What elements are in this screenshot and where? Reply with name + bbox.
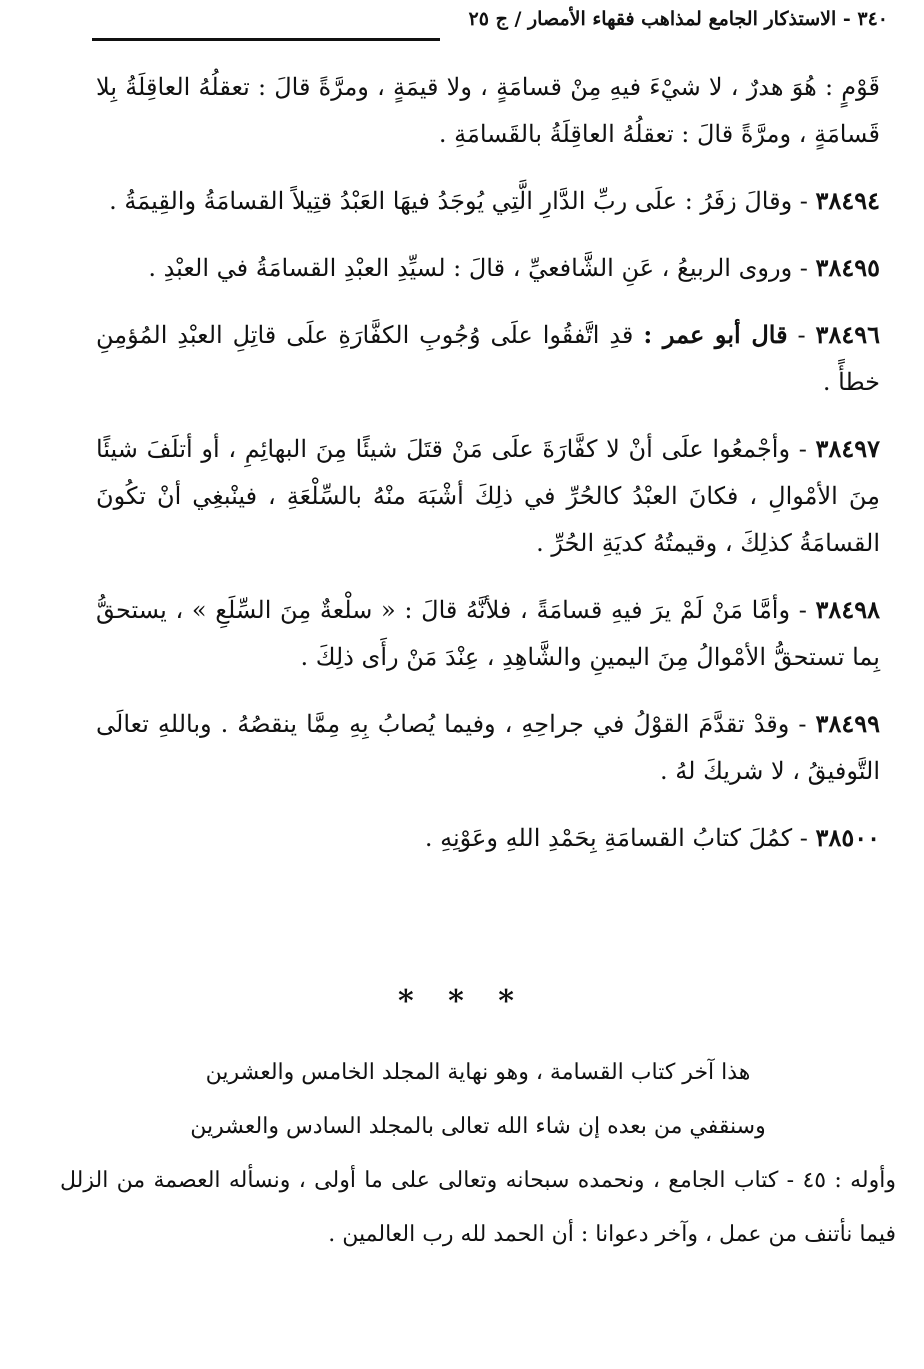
number-dash: -	[792, 254, 808, 282]
paragraph-text: قدِ اتَّفقُوا علَى وُجُوبِ الكفَّارَةِ علَى قاتِلِ العبْدِ المُؤمِنِ خطأً .	[96, 321, 880, 396]
number-dash: -	[790, 435, 807, 463]
page-header	[468, 8, 888, 30]
section-separator: * * *	[398, 984, 526, 1019]
paragraph-number: ٣٨٤٩٧	[815, 434, 880, 463]
paragraph-text: وقالَ زفَرُ : علَى ربِّ الدَّارِ الَّتِي يُوجَدُ فيهَا العَبْدُ قتِيلاً القسامَةُ والقِيمَةُ .	[109, 187, 793, 215]
page-number: ٣٤٠	[857, 8, 888, 30]
closing-note	[60, 1046, 896, 1262]
paragraph-number: ٣٨٥٠٠	[815, 823, 880, 852]
paragraph	[96, 64, 880, 158]
paragraph-text: كمُلَ كتابُ القسامَةِ بِحَمْدِ اللهِ وعَوْنِهِ .	[424, 824, 793, 852]
number-dash: -	[789, 710, 807, 738]
paragraph-lead: قال أبو عمر :	[643, 320, 788, 349]
paragraph-number: ٣٨٤٩٩	[815, 709, 880, 738]
closing-line: وأوله : ٤٥ - كتاب الجامع ، ونحمده سبحانه وتعالى على ما أولى ، ونسأله العصمة من الزلل فيما نأتنف من عمل ، وآخر دعوانا : أن الحمد لله رب العالمين .	[60, 1168, 896, 1247]
paragraph	[96, 244, 880, 292]
page-body	[96, 64, 880, 881]
paragraph	[96, 177, 880, 225]
paragraph-number: ٣٨٤٩٤	[815, 186, 880, 215]
paragraph	[96, 425, 880, 567]
paragraph	[96, 311, 880, 406]
paragraph-text: وأجْمعُوا علَى أنْ لا كفَّارَةَ علَى مَنْ قتَلَ شيئًا مِنَ البهائِمِ ، أو أتلَفَ شيئًا مِنَ الأمْوالِ ، فكانَ العبْدُ كالحُرِّ في ذلِكَ أشْبَهَ منْهُ بالسِّلْعَةِ ، فينْبغِي أنْ تكُونَ القسامَةُ كذلِكَ ، وقيمتُهُ كديَةِ الحُرِّ .	[96, 435, 880, 557]
paragraph-number: ٣٨٤٩٨	[815, 595, 880, 624]
paragraph-number: ٣٨٤٩٦	[815, 320, 880, 349]
number-dash: -	[792, 824, 808, 852]
paragraph	[96, 700, 880, 795]
number-dash: -	[787, 321, 806, 349]
closing-line: وسنقفي من بعده إن شاء الله تعالى بالمجلد السادس والعشرين	[190, 1114, 766, 1139]
header-dash: -	[836, 8, 851, 30]
number-dash: -	[790, 596, 807, 624]
closing-line: هذا آخر كتاب القسامة ، وهو نهاية المجلد الخامس والعشرين	[205, 1060, 751, 1085]
number-dash: -	[792, 187, 808, 215]
header-rule	[92, 38, 440, 41]
paragraph-number: ٣٨٤٩٥	[815, 253, 880, 282]
paragraph	[96, 814, 880, 862]
paragraph-text: وأمَّا مَنْ لَمْ يرَ فيهِ قسامَةً ، فلأنَّهُ قالَ : « سلْعةٌ مِنَ السِّلَعِ » ، يستحقُّ بِما تستحقُّ الأمْوالُ مِنَ اليمينِ والشَّاهِدِ ، عِنْدَ مَنْ رأَى ذلِكَ .	[96, 596, 880, 671]
paragraph-text: قَوْمٍ : هُوَ هدرٌ ، لا شيْءَ فيهِ مِنْ قسامَةٍ ، ولا قيمَةٍ ، ومرَّةً قالَ : تعقلُهُ العاقِلَةُ بِلا قَسامَةٍ ، ومرَّةً قالَ : تعقلُهُ العاقِلَةُ بالقَسامَةِ .	[96, 73, 880, 148]
paragraph	[96, 586, 880, 681]
paragraph-text: وقدْ تقدَّمَ القوْلُ في جراحِهِ ، وفيما يُصابُ بِهِ مِمَّا ينقصُهُ . وباللهِ تعالَى التَّوفيقُ ، لا شريكَ لهُ .	[96, 710, 880, 785]
paragraph-text: وروى الربيعُ ، عَنِ الشَّافعيِّ ، قالَ : لسيِّدِ العبْدِ القسامَةُ في العبْدِ .	[148, 254, 793, 282]
running-title: الاستذكار الجامع لمذاهب فقهاء الأمصار / ج ٢٥	[468, 8, 837, 30]
